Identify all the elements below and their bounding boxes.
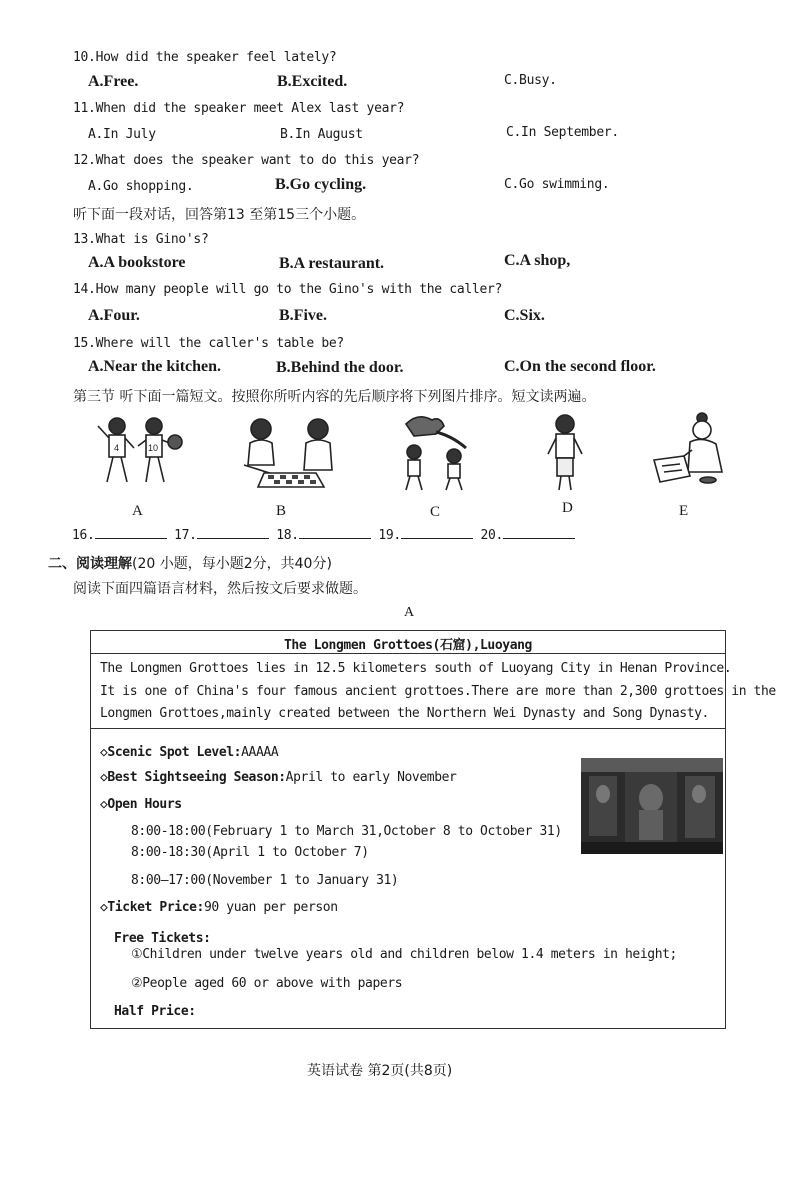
blank-16-line[interactable]: [95, 526, 167, 539]
figure-label-d: D: [562, 500, 573, 516]
open-hours-label: ◇Open Hours: [100, 797, 182, 812]
option-b: B.A restaurant.: [279, 255, 385, 272]
option-b: B.Five.: [279, 307, 327, 324]
ticket-price: [100, 900, 338, 915]
children-playing-basketball-icon: [92, 410, 187, 495]
option-c: C.Six.: [504, 307, 545, 324]
ticket-price-label: ◇Ticket Price:: [100, 900, 204, 915]
best-season: [100, 770, 457, 785]
question-15-stem: 15.Where will the caller's table be?: [73, 336, 344, 351]
question-13-stem: 13.What is Gino's?: [73, 232, 209, 247]
figure-a-basketball: [92, 410, 187, 495]
scenic-level-label: ◇Scenic Spot Level:: [100, 745, 242, 760]
passage-letter: A: [404, 605, 415, 620]
grotto-photo-icon: [581, 758, 723, 854]
info-box: [90, 630, 776, 1029]
divider: [91, 728, 725, 729]
open-hours-line-3: 8:00—17:00(November 1 to January 31): [131, 873, 399, 888]
reading-instruction: 阅读下面四篇语言材料，然后按文后要求做题。: [73, 581, 367, 597]
figure-b-chess: [236, 415, 341, 495]
figure-label-c: C: [430, 504, 441, 520]
answer-blanks-row: [72, 526, 575, 543]
svg-text:4: 4: [114, 443, 120, 453]
option-a: A.Free.: [88, 73, 139, 90]
option-a: A.Go shopping.: [88, 179, 194, 194]
question-12-stem: 12.What does the speaker want to do this year?: [73, 153, 420, 168]
ticket-price-value: 90 yuan per person: [203, 900, 338, 915]
option-a: A.Near the kitchen.: [88, 358, 222, 375]
svg-text:10: 10: [148, 443, 159, 453]
question-14-stem: 14.How many people will go to the Gino's with the caller?: [73, 282, 503, 297]
divider: [91, 653, 725, 654]
option-b: B.In August: [280, 127, 363, 142]
blank-17-label: 17.: [174, 528, 197, 543]
grotto-photo: [581, 758, 723, 854]
scenic-level: [100, 745, 278, 760]
best-season-value: April to early November: [285, 770, 457, 785]
option-a: A.A bookstore: [88, 254, 186, 271]
option-a: A.In July: [88, 127, 156, 142]
figure-label-b: B: [276, 503, 287, 519]
free-tickets-label: Free Tickets:: [114, 931, 211, 946]
box-title: The Longmen Grottoes(石窟),Luoyang: [283, 638, 532, 653]
figure-e-girl-writing: [650, 410, 730, 490]
option-b: B.Behind the door.: [276, 359, 404, 376]
figure-c-dragon-dance: [396, 412, 476, 494]
intro-line-3: Longmen Grottoes,mainly created between the Northern Wei Dynasty and Song Dynasty.: [100, 706, 709, 721]
option-a: A.Four.: [88, 307, 140, 324]
best-season-label: ◇Best Sightseeing Season:: [100, 770, 286, 785]
reading-heading-rest: (20 小题，每小题2分，共40分): [132, 556, 332, 572]
blank-16-label: 16.: [72, 528, 95, 543]
option-c: C.Busy.: [504, 73, 557, 88]
blank-19-line[interactable]: [401, 526, 473, 539]
option-c: C.In September.: [506, 125, 619, 140]
girl-writing-icon: [650, 410, 730, 490]
half-price-label: Half Price:: [114, 1004, 196, 1019]
dragon-dance-icon: [396, 412, 476, 494]
blank-17-line[interactable]: [197, 526, 269, 539]
page-footer: 英语试卷 第2页(共8页): [307, 1063, 453, 1079]
option-b: B.Go cycling.: [275, 176, 367, 193]
option-c: C.Go swimming.: [504, 177, 610, 192]
children-playing-chess-icon: [236, 415, 341, 495]
option-c: C.On the second floor.: [504, 358, 656, 375]
figure-label-e: E: [679, 503, 689, 519]
blank-18-line[interactable]: [299, 526, 371, 539]
question-11-stem: 11.When did the speaker meet Alex last year?: [73, 101, 405, 116]
free-ticket-item-2: ②People aged 60 or above with papers: [131, 976, 403, 991]
reading-heading: [48, 553, 332, 573]
free-ticket-item-1: ①Children under twelve years old and children below 1.4 meters in height;: [131, 947, 677, 962]
question-10-stem: 10.How did the speaker feel lately?: [73, 50, 337, 65]
dialog-instruction: 听下面一段对话，回答第13 至第15三个小题。: [73, 207, 366, 223]
open-hours-line-2: 8:00-18:30(April 1 to October 7): [131, 845, 369, 860]
intro-line-2: It is one of China's four famous ancient grottoes.There are more than 2,300 grottoes in the: [100, 684, 776, 699]
boy-standing-icon: [543, 412, 588, 494]
intro-line-1: The Longmen Grottoes lies in 12.5 kilometers south of Luoyang City in Henan Province.: [100, 661, 732, 676]
figure-label-a: A: [132, 503, 143, 519]
section3-instruction: 第三节 听下面一篇短文。按照你所听内容的先后顺序将下列图片排序。短文读两遍。: [73, 389, 596, 405]
scenic-level-value: AAAAA: [241, 745, 279, 760]
blank-20-line[interactable]: [503, 526, 575, 539]
blank-19-label: 19.: [378, 528, 401, 543]
option-c: C.A shop,: [504, 252, 571, 269]
option-b: B.Excited.: [277, 73, 348, 90]
figure-d-boy: [543, 412, 588, 494]
reading-heading-bold: 二、阅读理解: [48, 556, 132, 572]
open-hours-line-1: 8:00-18:00(February 1 to March 31,October 8 to October 31): [131, 824, 562, 839]
blank-20-label: 20.: [480, 528, 504, 543]
blank-18-label: 18.: [276, 528, 299, 543]
